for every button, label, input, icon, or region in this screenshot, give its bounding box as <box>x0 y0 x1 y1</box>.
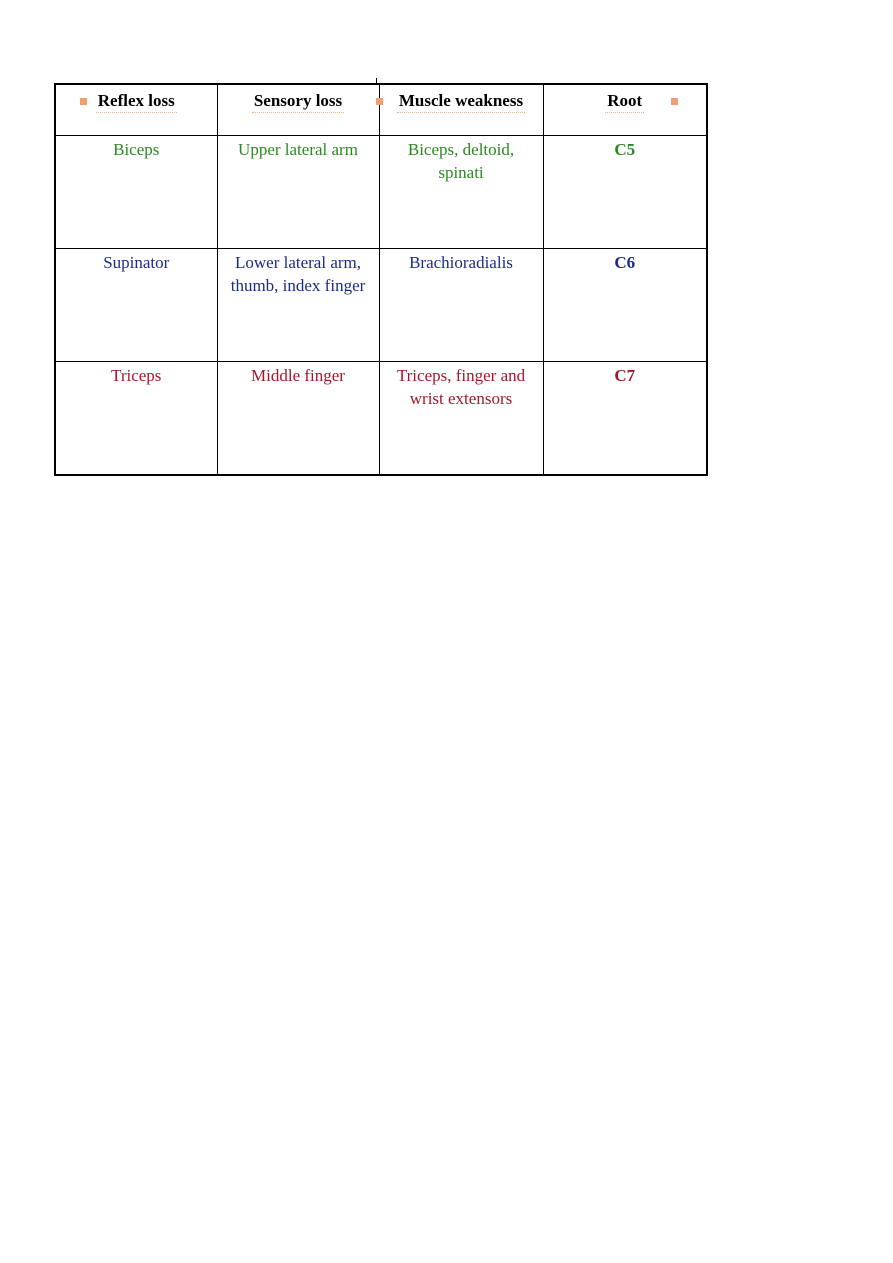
cell-sensory: Upper lateral arm <box>217 136 379 249</box>
table-row <box>55 249 707 362</box>
cell-muscle: Brachioradialis <box>379 249 543 362</box>
header-label: Root <box>605 89 644 113</box>
header-label: Sensory loss <box>252 89 344 113</box>
header-muscle-weakness <box>379 84 543 136</box>
cell-reflex: Triceps <box>55 362 217 476</box>
table-marker-icon <box>671 98 678 105</box>
cell-reflex: Supinator <box>55 249 217 362</box>
cell-root: C6 <box>543 249 707 362</box>
header-sensory-loss <box>217 84 379 136</box>
table-row <box>55 136 707 249</box>
cell-sensory: Lower lateral arm, thumb, index finger <box>217 249 379 362</box>
table-header-row <box>55 84 707 136</box>
header-reflex-loss <box>55 84 217 136</box>
reflex-table <box>54 83 708 476</box>
cell-root: C7 <box>543 362 707 476</box>
cell-root: C5 <box>543 136 707 249</box>
header-root <box>543 84 707 136</box>
table-row <box>55 362 707 476</box>
table-marker-icon <box>80 98 87 105</box>
cell-muscle: Triceps, finger and wrist extensors <box>379 362 543 476</box>
cell-sensory: Middle finger <box>217 362 379 476</box>
header-label: Muscle weakness <box>397 89 525 113</box>
header-label: Reflex loss <box>96 89 177 113</box>
cell-muscle: Biceps, deltoid, spinati <box>379 136 543 249</box>
cell-reflex: Biceps <box>55 136 217 249</box>
